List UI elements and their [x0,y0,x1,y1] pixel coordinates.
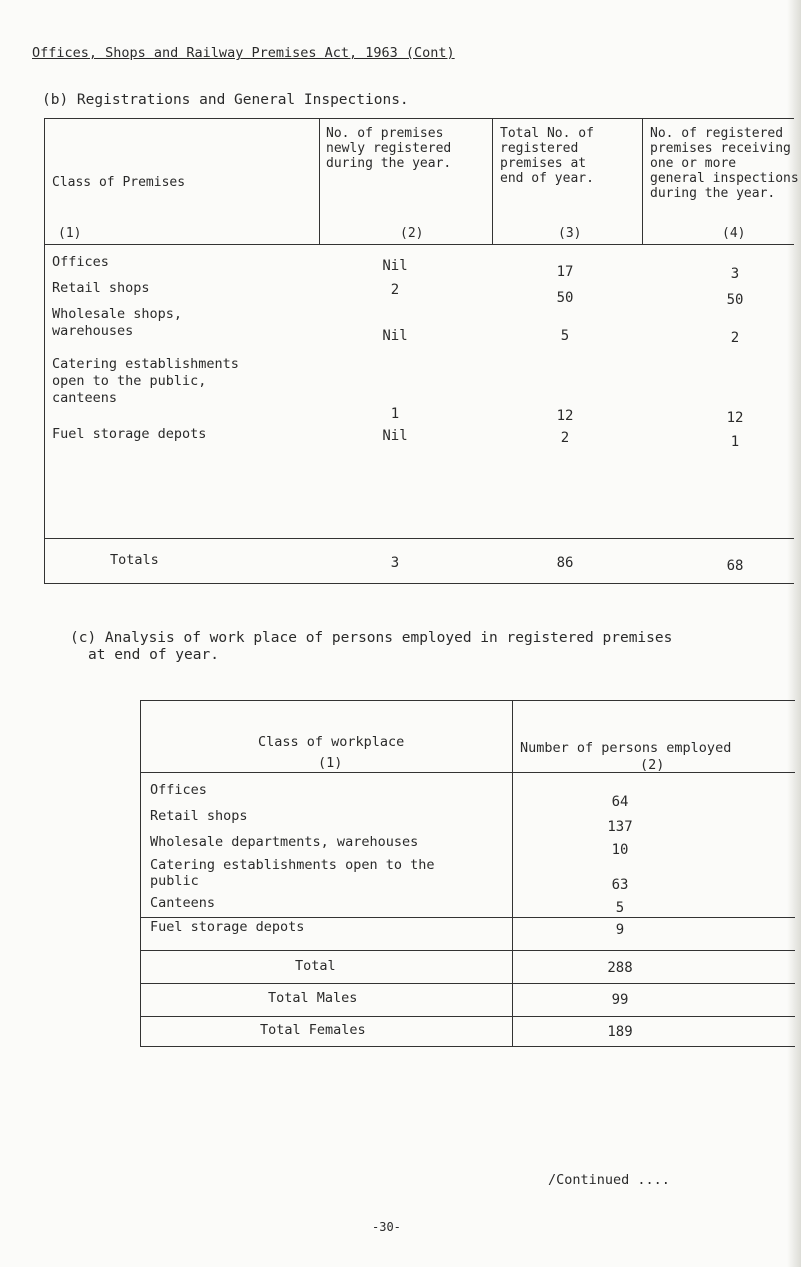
continued-note: /Continued .... [548,1172,670,1188]
cell-value: 137 [607,819,633,835]
row-label: Retail shops [150,808,248,824]
cell-inspected: 3 [730,266,740,282]
cell-value: 63 [611,877,629,893]
cell-value: 64 [611,794,629,810]
total-males-value: 99 [611,992,629,1008]
totals-total: 86 [556,555,574,571]
section-b-heading: (b) Registrations and General Inspections. [42,92,409,108]
section-c-heading: (c) Analysis of work place of persons employed in registered premises at end of year. [70,630,673,663]
cell-value: 9 [615,922,625,938]
cell-total: 5 [560,328,570,344]
col-persons-employed-header: Number of persons employed [520,740,732,756]
cell-value: 10 [611,842,629,858]
col-inspections-header: No. of registered premises receiving one or more general inspections during the year. [650,126,799,201]
total-label: Total [295,958,336,974]
cell-value: 5 [615,900,625,916]
col-1-number: (1) [318,755,343,771]
cell-newly: Nil [382,428,408,444]
col-total-registered-header: Total No. of registered premises at end of year. [500,126,594,186]
cell-inspected: 12 [726,410,744,426]
col-3-number: (3) [558,226,582,241]
cell-newly: 2 [390,282,400,298]
col-2-number: (2) [400,226,424,241]
row-label: Wholesale departments, warehouses [150,834,419,850]
col-2-number: (2) [640,757,665,773]
cell-newly: 1 [390,406,400,422]
page-number: -30- [372,1220,401,1234]
totals-label: Totals [110,552,159,568]
row-label: Catering establishments open to the public, canteens [52,356,239,406]
page-title: Offices, Shops and Railway Premises Act, 1963 (Cont) [32,45,455,61]
row-label: Retail shops [52,280,150,296]
col-4-number: (4) [722,226,746,241]
cell-newly: Nil [382,258,408,274]
cell-newly: Nil [382,328,408,344]
total-males-label: Total Males [268,990,358,1006]
cell-inspected: 1 [730,434,740,450]
row-label: Fuel storage depots [52,426,207,442]
cell-total: 12 [556,408,574,424]
col-newly-registered-header: No. of premises newly registered during the year. [326,126,452,171]
total-females-label: Total Females [260,1022,366,1038]
col-1-number: (1) [58,226,82,241]
cell-inspected: 2 [730,330,740,346]
totals-inspected: 68 [726,558,744,574]
total-value: 288 [607,960,633,976]
cell-total: 50 [556,290,574,306]
row-label: Wholesale shops, warehouses [52,306,183,339]
row-label: Catering establishments open to the public [150,857,435,889]
row-label: Canteens [150,895,216,911]
row-label: Offices [52,254,109,270]
row-label: Fuel storage depots [150,919,305,935]
cell-inspected: 50 [726,292,744,308]
row-label: Offices [150,782,207,798]
cell-total: 2 [560,430,570,446]
col-class-of-workplace-header: Class of workplace [258,734,405,750]
totals-newly: 3 [390,555,400,571]
total-females-value: 189 [607,1024,633,1040]
col-class-of-premises-header: Class of Premises [52,175,186,190]
cell-total: 17 [556,264,574,280]
